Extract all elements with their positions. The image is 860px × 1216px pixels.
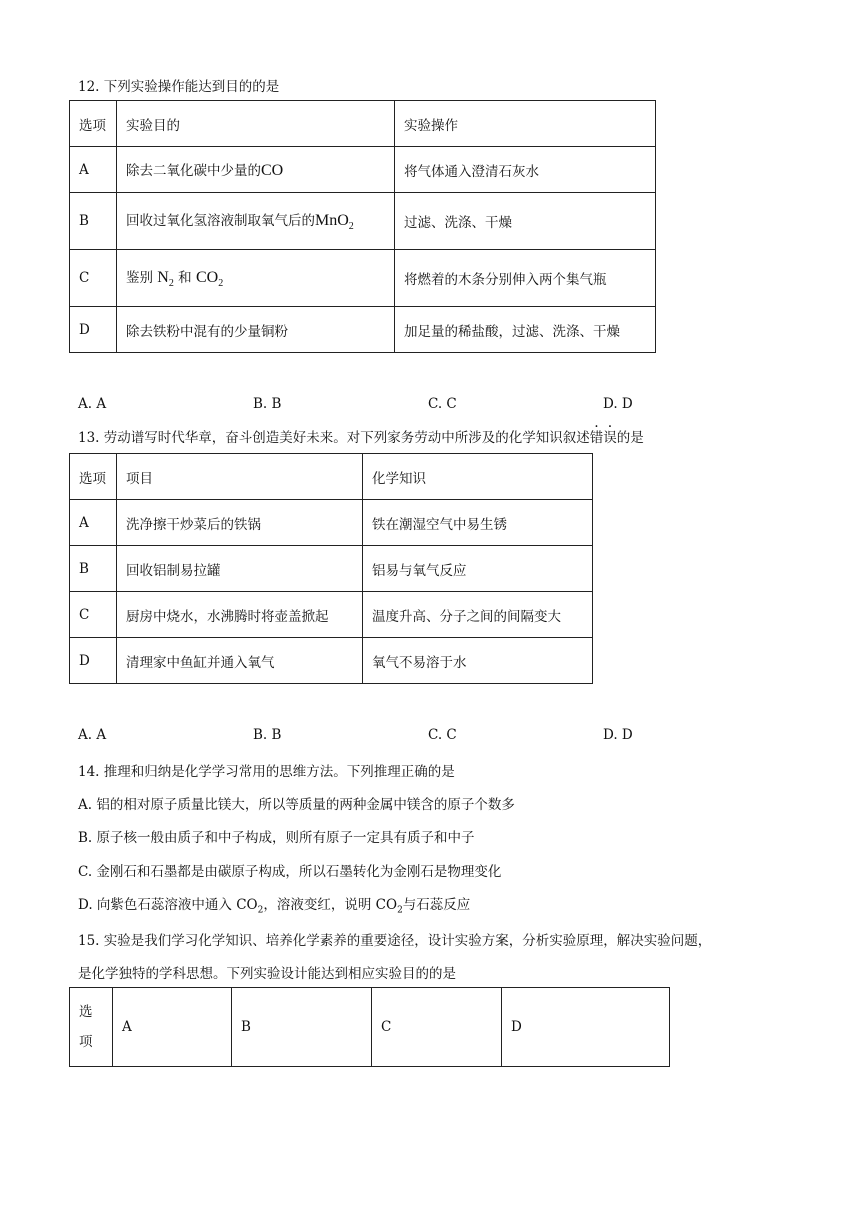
knowledge-cell: 氧气不易溶于水 <box>363 638 593 684</box>
table-row <box>70 500 593 546</box>
goal-cell <box>117 193 395 250</box>
goal-cell <box>117 147 395 193</box>
stem-text: 的是 <box>616 430 644 446</box>
table-header-row <box>70 988 670 1067</box>
q15-stem-line2: 是化学独特的学科思想。下列实验设计能达到相应实验目的的是 <box>78 966 456 982</box>
operation-cell: 将气体通入澄清石灰水 <box>395 147 656 193</box>
table-row <box>70 193 656 250</box>
table-row <box>70 250 656 307</box>
knowledge-cell: 温度升高、分子之间的间隔变大 <box>363 592 593 638</box>
option-cell: A <box>70 147 117 193</box>
goal-cell <box>117 250 395 307</box>
table-row <box>70 638 593 684</box>
option-cell: D <box>70 307 117 353</box>
header-cell: 项目 <box>117 454 363 500</box>
table-header-row <box>70 454 593 500</box>
option-cell: B <box>70 546 117 592</box>
table-row <box>70 592 593 638</box>
option-cell: C <box>70 250 117 307</box>
table-header-row <box>70 101 656 147</box>
option-cell: B <box>70 193 117 250</box>
option-cell: A <box>70 500 117 546</box>
table-row <box>70 147 656 193</box>
header-cell: C <box>372 988 502 1067</box>
table-row <box>70 307 656 353</box>
header-cell: 选 项 <box>70 988 113 1067</box>
item-cell: 清理家中鱼缸并通入氧气 <box>117 638 363 684</box>
option-cell: D <box>70 638 117 684</box>
q14-option-a[interactable]: A. 铝的相对原子质量比镁大，所以等质量的两种金属中镁含的原子个数多 <box>78 797 515 813</box>
header-cell: D <box>502 988 670 1067</box>
answer-option-a[interactable]: A. A <box>78 727 107 743</box>
header-cell: A <box>113 988 232 1067</box>
operation-cell: 将燃着的木条分别伸入两个集气瓶 <box>395 250 656 307</box>
option-cell: C <box>70 592 117 638</box>
header-cell: 实验操作 <box>395 101 656 147</box>
goal-text: 除去二氧化碳中少量的 <box>126 163 261 179</box>
header-cell: 选项 <box>70 101 117 147</box>
operation-cell: 加足量的稀盐酸，过滤、洗涤、干燥 <box>395 307 656 353</box>
item-cell: 洗净擦干炒菜后的铁锅 <box>117 500 363 546</box>
header-cell: B <box>232 988 372 1067</box>
operation-cell: 过滤、洗涤、干燥 <box>395 193 656 250</box>
header-cell: 实验目的 <box>117 101 395 147</box>
answer-option-c[interactable]: C. C <box>428 727 457 743</box>
goal-text: 和 <box>178 270 192 287</box>
item-cell: 厨房中烧水，水沸腾时将壶盖掀起 <box>117 592 363 638</box>
item-cell: 回收铝制易拉罐 <box>117 546 363 592</box>
q13-table <box>69 453 593 684</box>
q13-answer-options <box>78 727 778 743</box>
emphasis-char: 错 <box>589 430 604 446</box>
q13-stem <box>78 426 644 446</box>
stem-text: 13. 劳动谱写时代华章，奋斗创造美好未来。对下列家务劳动中所涉及的化学知识叙述 <box>78 430 590 446</box>
q14-option-d[interactable]: D. 向紫色石蕊溶液中通入 $CO_2$，溶液变红，说明 $CO_2$与石蕊反应 <box>78 897 471 916</box>
answer-option-a[interactable]: A. A <box>78 396 107 412</box>
answer-option-d[interactable]: D. D <box>603 396 633 412</box>
formula: $CO_2$ <box>195 269 224 290</box>
emphasis-char: 误 <box>603 430 617 446</box>
goal-cell: 除去铁粉中混有的少量铜粉 <box>117 307 395 353</box>
knowledge-cell: 铝易与氧气反应 <box>363 546 593 592</box>
goal-text: 鉴别 <box>126 270 153 287</box>
formula: MnO$_2$ <box>315 212 354 233</box>
q15-stem-line1: 15. 实验是我们学习化学知识、培养化学素养的重要途径，设计实验方案，分析实验原理，解决实验问题， <box>78 933 712 949</box>
q12-answer-options <box>78 396 778 412</box>
q14-stem: 14. 推理和归纳是化学学习常用的思维方法。下列推理正确的是 <box>78 764 455 780</box>
header-cell: 选项 <box>70 454 117 500</box>
q14-option-b[interactable]: B. 原子核一般由质子和中子构成，则所有原子一定具有质子和中子 <box>78 830 475 846</box>
q12-stem: 12. 下列实验操作能达到目的的是 <box>78 79 280 95</box>
formula: $N_2$ <box>157 269 174 290</box>
answer-option-b[interactable]: B. B <box>253 727 282 743</box>
knowledge-cell: 铁在潮湿空气中易生锈 <box>363 500 593 546</box>
q15-table <box>69 987 670 1067</box>
goal-text: 回收过氧化氢溶液制取氧气后的 <box>126 213 315 230</box>
answer-option-b[interactable]: B. B <box>253 396 282 412</box>
formula: CO <box>261 162 284 179</box>
header-cell: 化学知识 <box>363 454 593 500</box>
q12-table <box>69 100 656 353</box>
table-row <box>70 546 593 592</box>
answer-option-d[interactable]: D. D <box>603 727 633 743</box>
answer-option-c[interactable]: C. C <box>428 396 457 412</box>
q14-option-c[interactable]: C. 金刚石和石墨都是由碳原子构成，所以石墨转化为金刚石是物理变化 <box>78 864 502 880</box>
